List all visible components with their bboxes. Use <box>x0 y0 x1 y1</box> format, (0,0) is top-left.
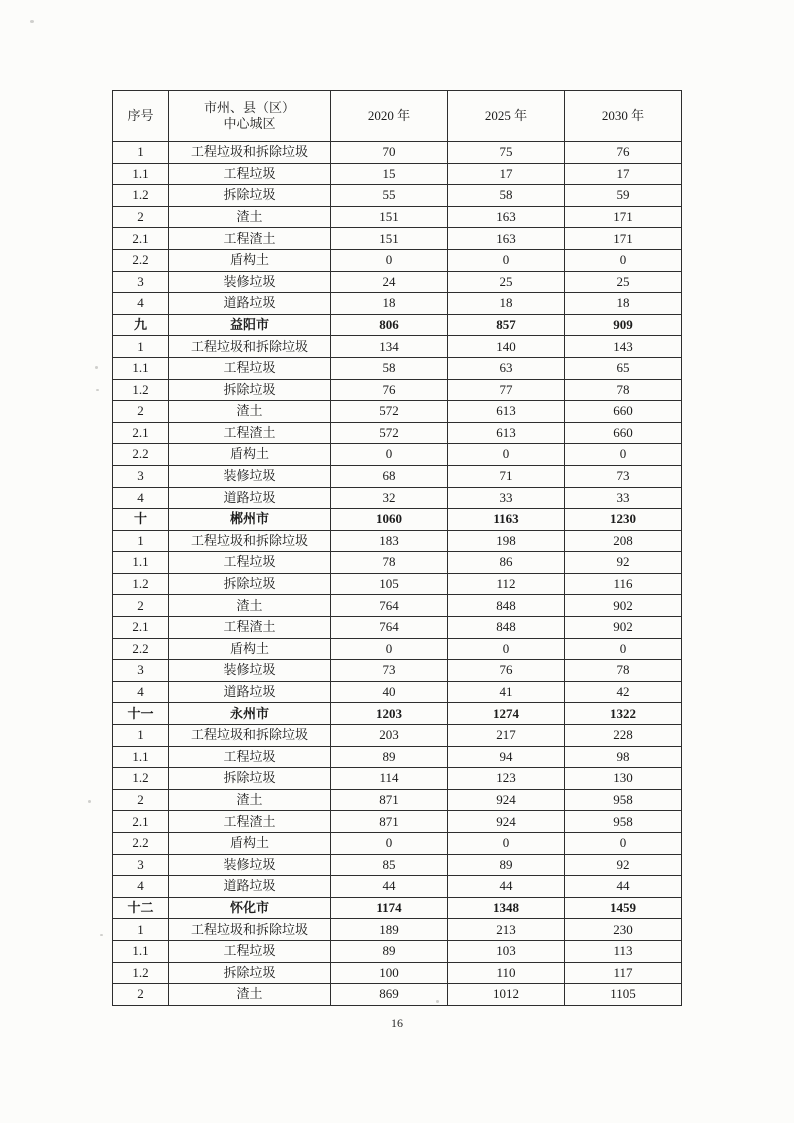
cell-no: 3 <box>113 465 169 487</box>
cell-no: 1 <box>113 725 169 747</box>
cell-y2020: 100 <box>331 962 448 984</box>
cell-y2020: 40 <box>331 681 448 703</box>
table-row <box>113 660 682 682</box>
cell-y2030: 0 <box>565 638 682 660</box>
cell-name: 拆除垃圾 <box>169 573 331 595</box>
cell-y2020: 183 <box>331 530 448 552</box>
cell-y2030: 208 <box>565 530 682 552</box>
cell-y2025: 217 <box>448 725 565 747</box>
table-row <box>113 401 682 423</box>
cell-y2020: 68 <box>331 465 448 487</box>
cell-y2020: 764 <box>331 595 448 617</box>
cell-y2020: 1174 <box>331 897 448 919</box>
cell-name: 拆除垃圾 <box>169 962 331 984</box>
cell-name: 怀化市 <box>169 897 331 919</box>
cell-name: 装修垃圾 <box>169 271 331 293</box>
cell-name: 拆除垃圾 <box>169 185 331 207</box>
table-row <box>113 357 682 379</box>
cell-y2030: 73 <box>565 465 682 487</box>
header-year-2025: 2025 年 <box>448 91 565 142</box>
cell-no: 2 <box>113 789 169 811</box>
cell-y2030: 958 <box>565 789 682 811</box>
cell-y2025: 613 <box>448 422 565 444</box>
cell-y2030: 958 <box>565 811 682 833</box>
header-row <box>113 91 682 142</box>
table-row <box>113 552 682 574</box>
table-row <box>113 725 682 747</box>
cell-y2025: 0 <box>448 833 565 855</box>
cell-y2020: 24 <box>331 271 448 293</box>
table-row <box>113 379 682 401</box>
cell-y2025: 71 <box>448 465 565 487</box>
table-row <box>113 271 682 293</box>
cell-y2020: 105 <box>331 573 448 595</box>
table-row <box>113 465 682 487</box>
cell-no: 1.2 <box>113 185 169 207</box>
cell-y2020: 18 <box>331 293 448 315</box>
table-row <box>113 336 682 358</box>
cell-y2030: 59 <box>565 185 682 207</box>
table-row <box>113 530 682 552</box>
cell-y2020: 0 <box>331 638 448 660</box>
cell-y2025: 1274 <box>448 703 565 725</box>
table-header <box>113 91 682 142</box>
cell-name: 装修垃圾 <box>169 660 331 682</box>
cell-name: 工程垃圾和拆除垃圾 <box>169 530 331 552</box>
table-row <box>113 940 682 962</box>
cell-y2020: 0 <box>331 444 448 466</box>
cell-name: 拆除垃圾 <box>169 768 331 790</box>
header-serial-number: 序号 <box>113 91 169 142</box>
cell-y2025: 0 <box>448 444 565 466</box>
cell-y2030: 113 <box>565 940 682 962</box>
cell-name: 工程渣土 <box>169 422 331 444</box>
cell-y2025: 213 <box>448 919 565 941</box>
cell-y2030: 116 <box>565 573 682 595</box>
cell-y2020: 869 <box>331 984 448 1006</box>
scan-artifact <box>95 366 98 369</box>
cell-y2025: 123 <box>448 768 565 790</box>
cell-name: 工程渣土 <box>169 811 331 833</box>
cell-y2025: 63 <box>448 357 565 379</box>
cell-y2025: 89 <box>448 854 565 876</box>
cell-no: 2 <box>113 984 169 1006</box>
cell-no: 1 <box>113 336 169 358</box>
cell-no: 1.2 <box>113 962 169 984</box>
cell-y2020: 572 <box>331 401 448 423</box>
cell-y2025: 86 <box>448 552 565 574</box>
cell-no: 3 <box>113 854 169 876</box>
cell-y2025: 18 <box>448 293 565 315</box>
cell-y2030: 44 <box>565 876 682 898</box>
cell-no: 1.1 <box>113 940 169 962</box>
table-body <box>113 142 682 1006</box>
cell-y2030: 171 <box>565 228 682 250</box>
cell-name: 工程垃圾和拆除垃圾 <box>169 919 331 941</box>
cell-y2025: 848 <box>448 595 565 617</box>
cell-y2030: 17 <box>565 163 682 185</box>
cell-y2020: 58 <box>331 357 448 379</box>
cell-y2020: 1203 <box>331 703 448 725</box>
table-row <box>113 789 682 811</box>
cell-y2020: 0 <box>331 249 448 271</box>
cell-y2020: 15 <box>331 163 448 185</box>
cell-no: 4 <box>113 487 169 509</box>
table-row <box>113 573 682 595</box>
cell-no: 1.1 <box>113 552 169 574</box>
cell-y2025: 25 <box>448 271 565 293</box>
cell-no: 1.1 <box>113 163 169 185</box>
cell-name: 拆除垃圾 <box>169 379 331 401</box>
cell-y2030: 171 <box>565 206 682 228</box>
cell-y2030: 660 <box>565 401 682 423</box>
cell-y2020: 32 <box>331 487 448 509</box>
cell-name: 郴州市 <box>169 509 331 531</box>
header-area-line2: 中心城区 <box>223 116 276 131</box>
cell-y2020: 55 <box>331 185 448 207</box>
section-row <box>113 703 682 725</box>
cell-no: 2.2 <box>113 638 169 660</box>
cell-name: 渣土 <box>169 401 331 423</box>
cell-y2025: 1012 <box>448 984 565 1006</box>
section-row <box>113 897 682 919</box>
cell-name: 道路垃圾 <box>169 293 331 315</box>
scan-artifact <box>96 389 99 391</box>
cell-y2030: 117 <box>565 962 682 984</box>
cell-no: 2.2 <box>113 444 169 466</box>
cell-name: 工程垃圾 <box>169 552 331 574</box>
table-row <box>113 293 682 315</box>
cell-name: 道路垃圾 <box>169 487 331 509</box>
cell-name: 渣土 <box>169 789 331 811</box>
table-row <box>113 681 682 703</box>
cell-name: 永州市 <box>169 703 331 725</box>
cell-y2020: 806 <box>331 314 448 336</box>
cell-name: 工程垃圾 <box>169 746 331 768</box>
table-row <box>113 984 682 1006</box>
cell-y2030: 76 <box>565 142 682 164</box>
cell-y2020: 871 <box>331 811 448 833</box>
cell-no: 2 <box>113 401 169 423</box>
cell-y2025: 41 <box>448 681 565 703</box>
cell-name: 工程渣土 <box>169 617 331 639</box>
header-year-2030: 2030 年 <box>565 91 682 142</box>
cell-y2025: 17 <box>448 163 565 185</box>
table-row <box>113 617 682 639</box>
cell-y2025: 613 <box>448 401 565 423</box>
table-row <box>113 746 682 768</box>
cell-y2020: 89 <box>331 940 448 962</box>
cell-name: 道路垃圾 <box>169 876 331 898</box>
table-row <box>113 228 682 250</box>
cell-y2025: 924 <box>448 811 565 833</box>
cell-no: 1.1 <box>113 357 169 379</box>
cell-y2020: 203 <box>331 725 448 747</box>
header-area <box>169 91 331 142</box>
cell-no: 2.1 <box>113 228 169 250</box>
table-row <box>113 833 682 855</box>
cell-no: 九 <box>113 314 169 336</box>
cell-y2030: 78 <box>565 379 682 401</box>
cell-y2020: 572 <box>331 422 448 444</box>
page-number: 16 <box>391 1016 403 1030</box>
cell-name: 工程垃圾 <box>169 940 331 962</box>
cell-no: 十一 <box>113 703 169 725</box>
cell-no: 2.1 <box>113 617 169 639</box>
cell-y2030: 230 <box>565 919 682 941</box>
table-row <box>113 142 682 164</box>
cell-name: 盾构土 <box>169 638 331 660</box>
cell-y2020: 73 <box>331 660 448 682</box>
cell-y2030: 1322 <box>565 703 682 725</box>
cell-y2020: 0 <box>331 833 448 855</box>
cell-y2025: 848 <box>448 617 565 639</box>
cell-y2030: 130 <box>565 768 682 790</box>
cell-no: 十二 <box>113 897 169 919</box>
section-row <box>113 314 682 336</box>
cell-y2030: 0 <box>565 249 682 271</box>
cell-name: 渣土 <box>169 206 331 228</box>
cell-y2025: 0 <box>448 638 565 660</box>
cell-y2020: 151 <box>331 206 448 228</box>
cell-name: 盾构土 <box>169 833 331 855</box>
cell-name: 盾构土 <box>169 444 331 466</box>
cell-no: 十 <box>113 509 169 531</box>
cell-no: 2 <box>113 206 169 228</box>
cell-no: 4 <box>113 876 169 898</box>
cell-y2030: 0 <box>565 833 682 855</box>
cell-no: 1.2 <box>113 379 169 401</box>
cell-y2030: 0 <box>565 444 682 466</box>
cell-no: 4 <box>113 681 169 703</box>
cell-y2025: 1163 <box>448 509 565 531</box>
cell-y2025: 140 <box>448 336 565 358</box>
cell-y2030: 228 <box>565 725 682 747</box>
cell-name: 道路垃圾 <box>169 681 331 703</box>
cell-no: 2.1 <box>113 811 169 833</box>
cell-y2025: 44 <box>448 876 565 898</box>
table-row <box>113 163 682 185</box>
table-row <box>113 444 682 466</box>
cell-y2025: 75 <box>448 142 565 164</box>
cell-y2030: 1459 <box>565 897 682 919</box>
cell-y2020: 44 <box>331 876 448 898</box>
cell-no: 2.2 <box>113 249 169 271</box>
cell-y2025: 112 <box>448 573 565 595</box>
scan-artifact <box>30 20 34 23</box>
cell-no: 1.2 <box>113 768 169 790</box>
cell-no: 3 <box>113 271 169 293</box>
cell-y2025: 58 <box>448 185 565 207</box>
table-row <box>113 595 682 617</box>
table-row <box>113 206 682 228</box>
cell-y2025: 198 <box>448 530 565 552</box>
cell-name: 装修垃圾 <box>169 465 331 487</box>
scan-artifact <box>100 934 103 936</box>
table-row <box>113 811 682 833</box>
cell-y2025: 110 <box>448 962 565 984</box>
cell-no: 1.1 <box>113 746 169 768</box>
cell-y2030: 18 <box>565 293 682 315</box>
cell-y2030: 909 <box>565 314 682 336</box>
table-row <box>113 854 682 876</box>
cell-y2025: 163 <box>448 206 565 228</box>
cell-name: 工程垃圾 <box>169 357 331 379</box>
cell-y2030: 660 <box>565 422 682 444</box>
cell-y2025: 857 <box>448 314 565 336</box>
cell-no: 2 <box>113 595 169 617</box>
cell-y2020: 151 <box>331 228 448 250</box>
cell-y2030: 65 <box>565 357 682 379</box>
cell-y2030: 98 <box>565 746 682 768</box>
cell-no: 1 <box>113 530 169 552</box>
section-row <box>113 509 682 531</box>
table-row <box>113 487 682 509</box>
waste-statistics-table <box>112 90 682 1006</box>
cell-y2030: 143 <box>565 336 682 358</box>
table-row <box>113 422 682 444</box>
cell-y2025: 103 <box>448 940 565 962</box>
header-area-line1: 市州、县（区） <box>203 99 295 115</box>
scan-artifact <box>88 800 91 803</box>
cell-no: 1.2 <box>113 573 169 595</box>
cell-y2020: 114 <box>331 768 448 790</box>
cell-y2020: 134 <box>331 336 448 358</box>
cell-y2025: 0 <box>448 249 565 271</box>
cell-y2025: 1348 <box>448 897 565 919</box>
cell-name: 工程垃圾和拆除垃圾 <box>169 336 331 358</box>
cell-no: 4 <box>113 293 169 315</box>
cell-no: 2.2 <box>113 833 169 855</box>
cell-no: 2.1 <box>113 422 169 444</box>
cell-y2030: 25 <box>565 271 682 293</box>
cell-y2030: 902 <box>565 595 682 617</box>
cell-name: 渣土 <box>169 984 331 1006</box>
cell-name: 工程垃圾和拆除垃圾 <box>169 142 331 164</box>
cell-y2020: 78 <box>331 552 448 574</box>
cell-name: 工程垃圾 <box>169 163 331 185</box>
table-row <box>113 638 682 660</box>
cell-name: 盾构土 <box>169 249 331 271</box>
cell-y2030: 92 <box>565 854 682 876</box>
cell-no: 3 <box>113 660 169 682</box>
cell-y2030: 902 <box>565 617 682 639</box>
cell-y2025: 76 <box>448 660 565 682</box>
cell-y2020: 189 <box>331 919 448 941</box>
cell-no: 1 <box>113 142 169 164</box>
cell-y2020: 85 <box>331 854 448 876</box>
table-row <box>113 919 682 941</box>
cell-y2025: 924 <box>448 789 565 811</box>
cell-y2025: 163 <box>448 228 565 250</box>
table-row <box>113 185 682 207</box>
cell-y2030: 42 <box>565 681 682 703</box>
cell-y2030: 1105 <box>565 984 682 1006</box>
table-row <box>113 876 682 898</box>
cell-y2020: 89 <box>331 746 448 768</box>
cell-no: 1 <box>113 919 169 941</box>
cell-y2020: 76 <box>331 379 448 401</box>
cell-name: 装修垃圾 <box>169 854 331 876</box>
cell-y2020: 764 <box>331 617 448 639</box>
cell-name: 益阳市 <box>169 314 331 336</box>
cell-name: 渣土 <box>169 595 331 617</box>
cell-name: 工程渣土 <box>169 228 331 250</box>
cell-y2020: 1060 <box>331 509 448 531</box>
cell-y2030: 78 <box>565 660 682 682</box>
cell-y2020: 871 <box>331 789 448 811</box>
cell-y2030: 1230 <box>565 509 682 531</box>
cell-y2025: 77 <box>448 379 565 401</box>
table-row <box>113 768 682 790</box>
cell-name: 工程垃圾和拆除垃圾 <box>169 725 331 747</box>
cell-y2030: 92 <box>565 552 682 574</box>
cell-y2020: 70 <box>331 142 448 164</box>
cell-y2025: 33 <box>448 487 565 509</box>
table-row <box>113 962 682 984</box>
table-row <box>113 249 682 271</box>
header-year-2020: 2020 年 <box>331 91 448 142</box>
cell-y2025: 94 <box>448 746 565 768</box>
cell-y2030: 33 <box>565 487 682 509</box>
